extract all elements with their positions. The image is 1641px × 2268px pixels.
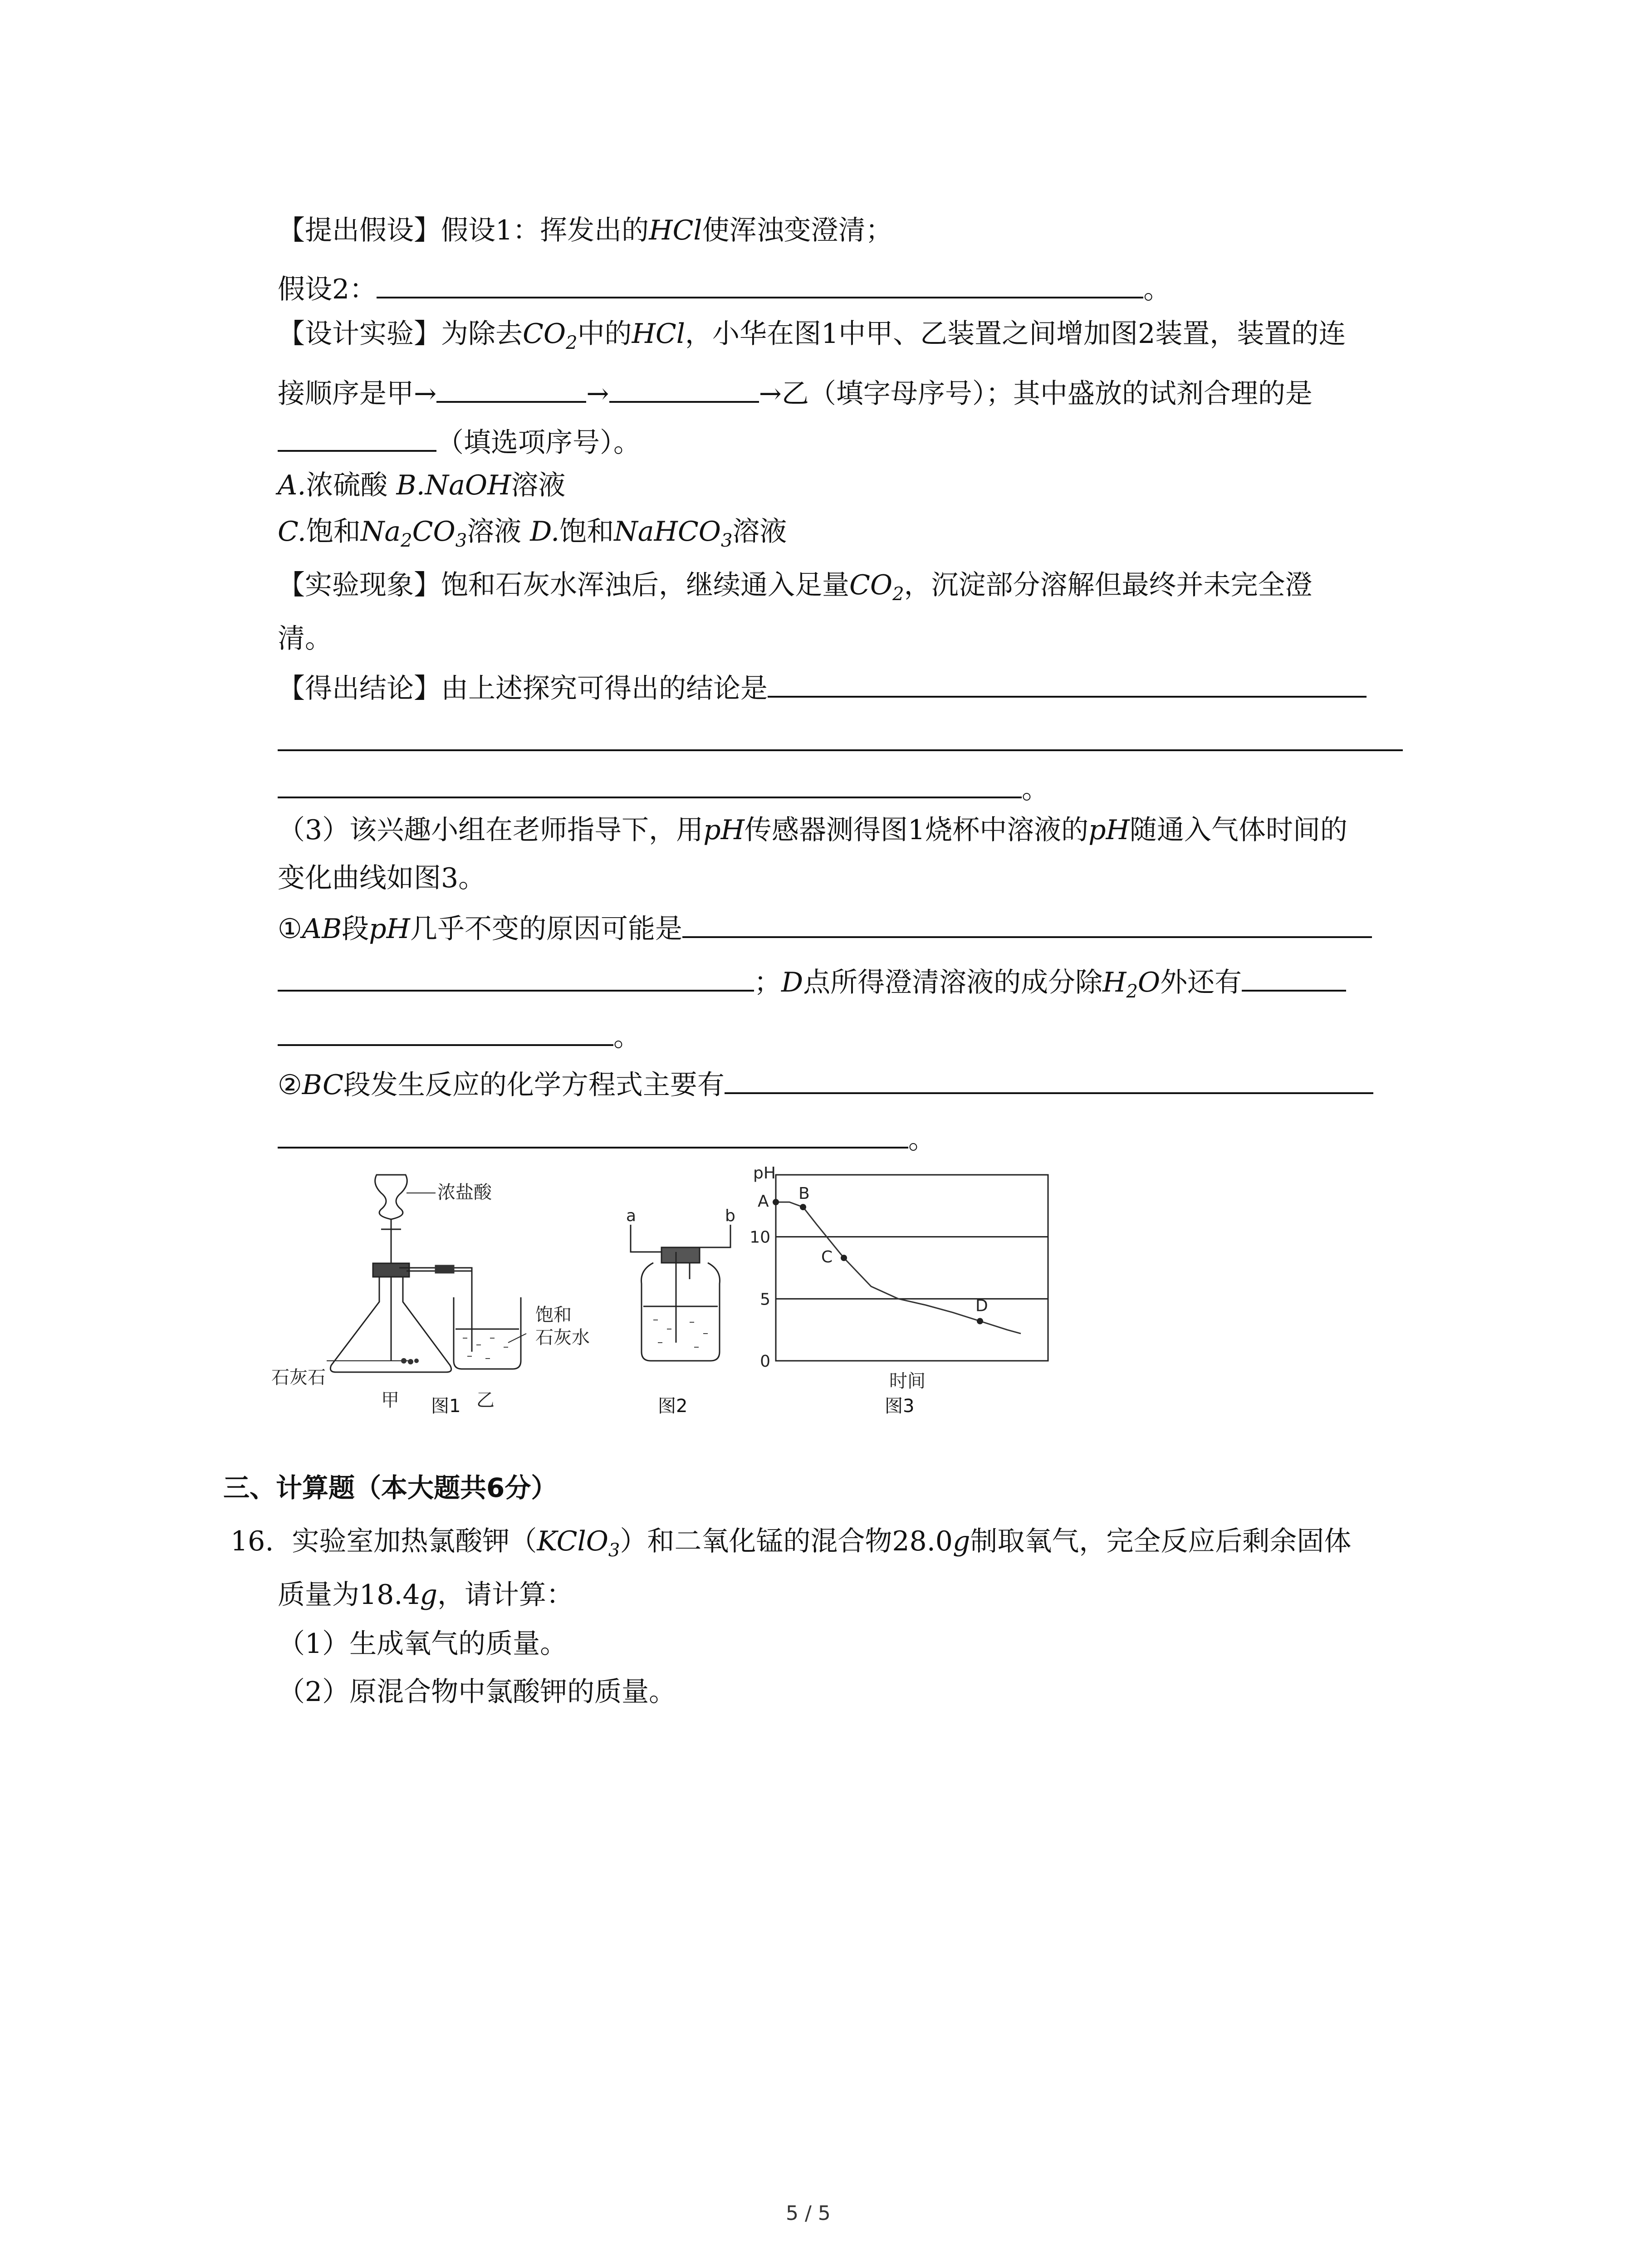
y-tick-0: 0 <box>760 1352 770 1371</box>
design-experiment-line-1: 【设计实验】为除去$CO_2$中的HCl，小华在图1中甲、乙装置之间增加图2装置，装置的连 <box>278 318 1346 353</box>
conclusion-line-2 <box>278 726 1403 756</box>
label-jia: 甲 <box>381 1390 399 1411</box>
option-a-b: A.浓硫酸 B.NaOH溶液 <box>278 469 566 501</box>
answer-blank-connection-2[interactable] <box>609 377 759 403</box>
y-tick-10: 10 <box>749 1228 770 1247</box>
phenomenon-line-1: 【实验现象】饱和石灰水浑浊后，继续通入足量$CO_2$，沉淀部分溶解但最终并未完全澄 <box>278 569 1313 605</box>
option-c-d: C.饱和$Na_2CO_3$溶液 D.饱和NaHCO$_3$溶液 <box>278 516 787 551</box>
conclusion-line-3: 。 <box>278 773 1049 803</box>
label-conc-hcl: 浓盐酸 <box>437 1182 492 1203</box>
answer-blank-ab-reason-1[interactable] <box>682 913 1372 938</box>
point-label-B: B <box>798 1184 810 1203</box>
answer-blank-d-solution-1[interactable] <box>1242 966 1346 992</box>
point-C <box>841 1255 847 1261</box>
label-a: a <box>626 1207 637 1225</box>
design-experiment-line-3: （填选项序号）。 <box>278 426 641 456</box>
label-limestone: 石灰石 <box>271 1367 326 1388</box>
figure-2-caption: 图2 <box>658 1396 688 1417</box>
answer-blank-bc-equation-2[interactable] <box>278 1123 908 1149</box>
design-experiment-line-2: 接顺序是甲→ → →乙（填字母序号）；其中盛放的试剂合理的是 <box>278 378 1313 410</box>
figure-1-label-area <box>535 1306 608 1356</box>
q3-intro-line-1: （3）该兴趣小组在老师指导下，用pH传感器测得图1烧杯中溶液的pH随通入气体时间的 <box>278 814 1347 846</box>
plot-frame <box>776 1175 1048 1361</box>
label-b: b <box>725 1207 735 1225</box>
q16-sub-1: （1）生成氧气的质量。 <box>278 1628 568 1660</box>
y-axis-label: pH <box>753 1164 776 1183</box>
q3-sub2-line-2: 。 <box>278 1123 936 1153</box>
delivery-tube <box>399 1268 472 1352</box>
q16-line-2: 质量为18.4g，请计算： <box>278 1579 574 1611</box>
figure-1-apparatus <box>271 1166 590 1429</box>
rubber-stopper <box>373 1263 409 1277</box>
point-label-C: C <box>821 1248 833 1267</box>
answer-blank-conclusion-3[interactable] <box>278 773 1022 798</box>
label-saturated: 饱和 <box>535 1305 572 1325</box>
figure-2-gas-washing-bottle <box>622 1207 740 1374</box>
point-D <box>977 1318 983 1325</box>
answer-blank-hypothesis-2[interactable] <box>377 273 1143 298</box>
y-tick-5: 5 <box>760 1290 770 1309</box>
point-A <box>773 1199 779 1205</box>
figure-1-caption: 图1 <box>431 1396 461 1417</box>
hypothesis-2: 假设2： 。 <box>278 274 1171 305</box>
curve-points <box>758 1184 988 1324</box>
gridlines <box>776 1237 1048 1299</box>
hypothesis-1: 【提出假设】假设1：挥发出的HCl使浑浊变澄清； <box>278 215 893 246</box>
label-yi: 乙 <box>476 1390 495 1411</box>
point-label-A: A <box>758 1192 769 1211</box>
y-tick-labels <box>749 1228 770 1371</box>
q3-sub1-line-2: ；D点所得澄清溶液的成分除$H_2O$外还有 <box>278 966 1346 996</box>
q3-sub2-line-1: ②BC段发生反应的化学方程式主要有 <box>278 1069 1373 1099</box>
answer-blank-d-solution-2[interactable] <box>278 1021 613 1046</box>
answer-blank-bc-equation-1[interactable] <box>725 1069 1373 1094</box>
answer-blank-conclusion-1[interactable] <box>768 672 1367 698</box>
point-B <box>800 1204 806 1210</box>
separatory-funnel <box>375 1175 407 1219</box>
page-number: 5 / 5 <box>786 2202 831 2225</box>
label-limewater: 石灰水 <box>535 1327 590 1348</box>
answer-blank-conclusion-2[interactable] <box>278 726 1403 751</box>
q3-sub1-line-3: 。 <box>278 1021 641 1051</box>
x-axis-label: 时间 <box>889 1371 926 1392</box>
point-label-D: D <box>975 1296 988 1315</box>
q16-sub-2: （2）原混合物中氯酸钾的质量。 <box>278 1676 676 1708</box>
conclusion-line-1: 【得出结论】由上述探究可得出的结论是 <box>278 672 1367 702</box>
answer-blank-ab-reason-2[interactable] <box>278 966 754 992</box>
q16-line-1: 16. 实验室加热氯酸钾（KClO$_3$）和二氧化锰的混合物28.0g制取氧气，完全反应后剩余固体 <box>230 1525 1352 1561</box>
section-3-title: 三、计算题（本大题共6分） <box>223 1472 558 1503</box>
answer-blank-reagent[interactable] <box>278 426 436 452</box>
q3-intro-line-2: 变化曲线如图3。 <box>278 862 486 894</box>
q3-sub1-line-1: ①AB段pH几乎不变的原因可能是 <box>278 913 1372 943</box>
figure-3-ph-chart <box>744 1166 1062 1406</box>
figure-3-caption: 图3 <box>885 1396 915 1417</box>
answer-blank-connection-1[interactable] <box>436 377 586 403</box>
phenomenon-line-2: 清。 <box>278 623 332 655</box>
